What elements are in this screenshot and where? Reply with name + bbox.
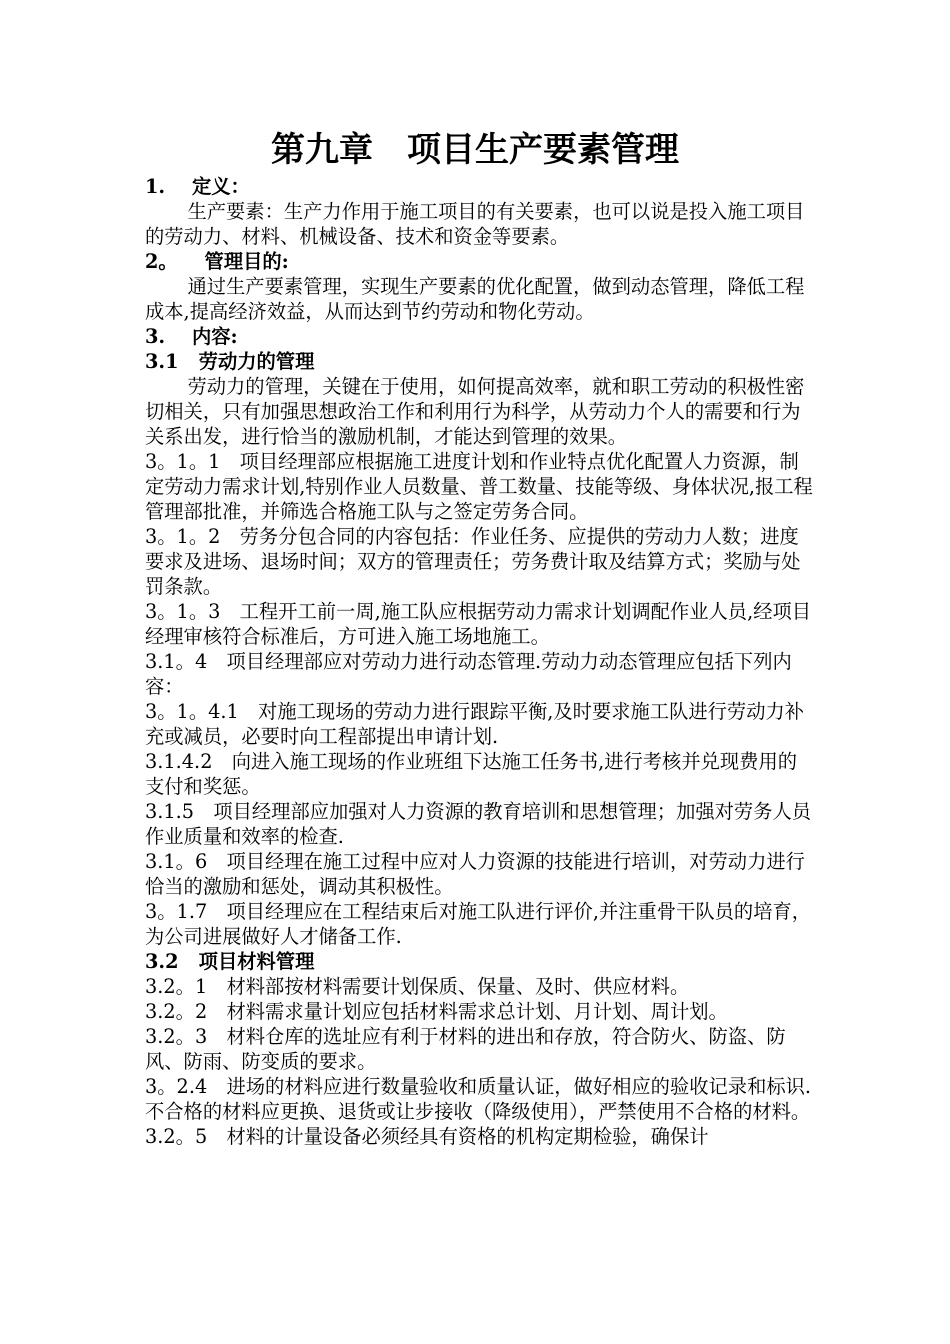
paragraph: 通过生产要素管理，实现生产要素的优化配置，做到动态管理，降低工程成本,提高经济效益，从而达到节约劳动和物化劳动。 [145,275,805,323]
section-heading: 3.1 劳动力的管理 [145,350,315,373]
paragraph: 3.1。4 项目经理部应对劳动力进行动态管理.劳动力动态管理应包括下列内容： [145,650,792,698]
paragraph: 3.2。3 材料仓库的选址应有利于材料的进出和存放，符合防火、防盗、防风、防雨、防变质的要求。 [145,1025,786,1073]
paragraph: 劳动力的管理，关键在于使用，如何提高效率，就和职工劳动的积极性密切相关，只有加强思想政治工作和利用行为科学，从劳动力个人的需要和行为关系出发，进行恰当的激励机制，才能达到管理的效果。 [145,375,805,448]
paragraph: 3。2.4 进场的材料应进行数量验收和质量认证，做好相应的验收记录和标识.不合格的材料应更换、退货或让步接收（降级使用），严禁使用不合格的材料。 [145,1075,812,1123]
document-body [145,174,815,1149]
chapter-title: 第九章 项目生产要素管理 [271,130,679,170]
section-heading: 3.2 项目材料管理 [145,950,315,973]
paragraph: 3.2。1 材料部按材料需要计划保质、保量、及时、供应材料。 [145,975,690,998]
paragraph: 3.1.5 项目经理部应加强对人力资源的教育培训和思想管理；加强对劳务人员作业质量和效率的检查. [145,800,812,848]
paragraph: 3。1。2 劳务分包合同的内容包括：作业任务、应提供的劳动力人数；进度要求及进场、退场时间；双方的管理责任；劳务费计取及结算方式；奖励与处罚条款。 [145,525,801,598]
section-heading: 1. 定义： [145,175,250,198]
section-heading: 3. 内容: [145,325,238,348]
paragraph: 3。1。4.1 对施工现场的劳动力进行跟踪平衡,及时要求施工队进行劳动力补充或减员，必要时向工程部提出申请计划. [145,700,805,748]
paragraph: 3.2。2 材料需求量计划应包括材料需求总计划、月计划、周计划。 [145,1000,728,1023]
paragraph: 3.1.4.2 向进入施工现场的作业班组下达施工任务书,进行考核并兑现费用的支付和奖惩。 [145,750,798,798]
paragraph: 3.1。6 项目经理在施工过程中应对人力资源的技能进行培训，对劳动力进行恰当的激励和惩处，调动其积极性。 [145,850,805,898]
paragraph: 3。1.7 项目经理应在工程结束后对施工队进行评价,并注重骨干队员的培育，为公司进展做好人才储备工作. [145,900,812,948]
section-heading: 2。 管理目的: [145,250,289,273]
paragraph: 生产要素：生产力作用于施工项目的有关要素，也可以说是投入施工项目的劳动力、材料、机械设备、技术和资金等要素。 [145,200,805,248]
paragraph: 3。1。3 工程开工前一周,施工队应根据劳动力需求计划调配作业人员,经项目经理审核符合标准后，方可进入施工场地施工。 [145,600,812,648]
paragraph: 3。1。1 项目经理部应根据施工进度计划和作业特点优化配置人力资源，制定劳动力需求计划,特别作业人员数量、普工数量、技能等级、身体状况,报工程管理部批准，并筛选合格施工队与之签定劳务合同。 [145,450,813,523]
paragraph: 3.2。5 材料的计量设备必须经具有资格的机构定期检验，确保计 [145,1125,709,1148]
